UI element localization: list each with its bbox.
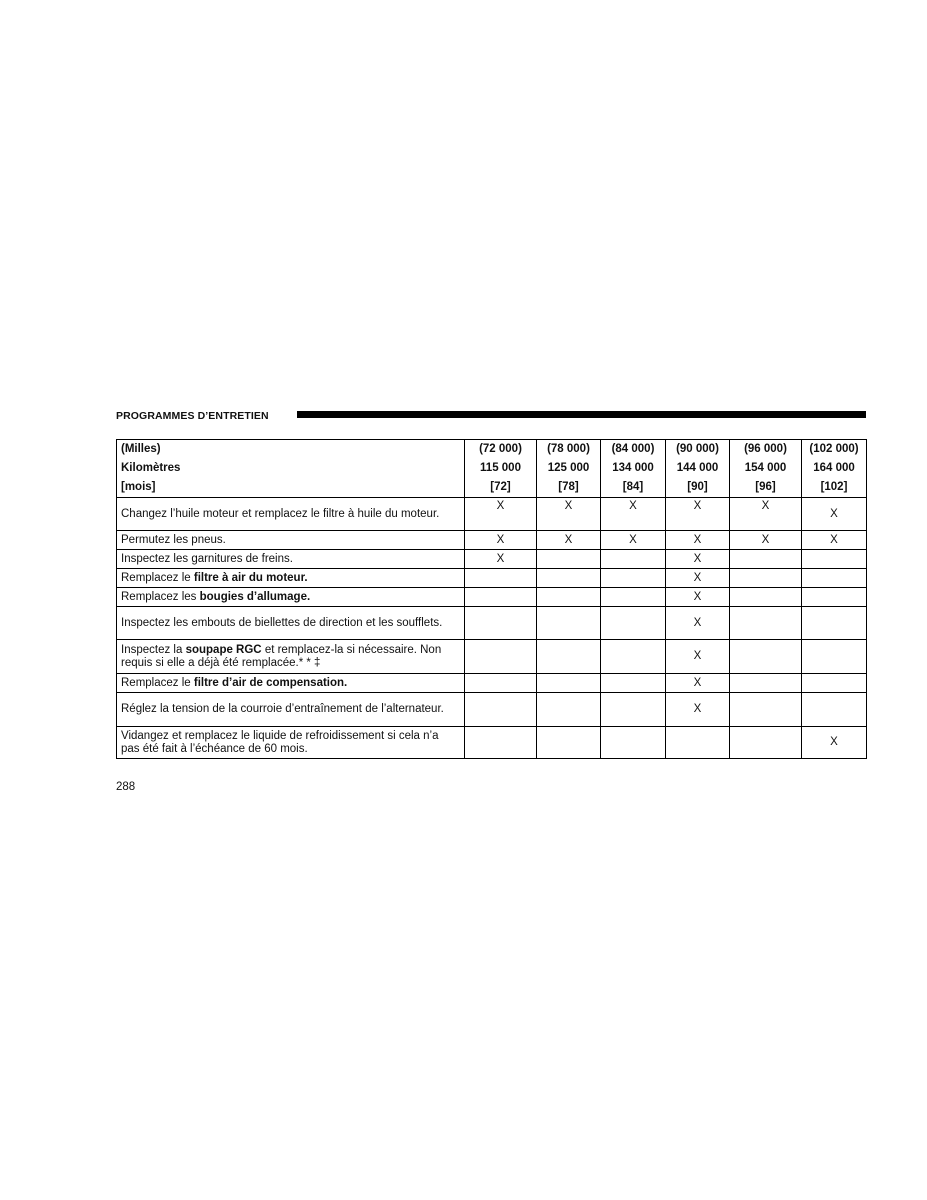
mark-cell	[802, 693, 867, 727]
task-text: Inspectez les garnitures de freins.	[121, 552, 293, 565]
mark-cell	[730, 727, 802, 759]
mark-cell	[465, 727, 537, 759]
mark-cell: X	[730, 498, 802, 531]
mark-cell	[666, 727, 730, 759]
table-row	[117, 550, 867, 569]
task-cell	[117, 550, 465, 569]
interval-miles: (84 000)	[611, 443, 655, 455]
mark-cell: X	[465, 498, 537, 531]
maintenance-schedule-table	[116, 439, 867, 759]
mark-cell	[730, 550, 802, 569]
mark-cell: X	[730, 531, 802, 550]
mark-cell: X	[666, 674, 730, 693]
mark-cell	[537, 693, 601, 727]
header-label-cell	[117, 440, 465, 498]
mark-cell	[537, 588, 601, 607]
mark-cell	[465, 674, 537, 693]
interval-km: 154 000	[744, 462, 787, 474]
mark-cell	[537, 550, 601, 569]
mark-cell	[537, 607, 601, 640]
mark-cell	[465, 693, 537, 727]
mark-cell: X	[666, 569, 730, 588]
interval-miles: (72 000)	[479, 443, 522, 455]
task-cell	[117, 588, 465, 607]
mark-cell	[802, 607, 867, 640]
task-cell	[117, 607, 465, 640]
mark-cell	[730, 569, 802, 588]
interval-miles: (102 000)	[809, 443, 859, 455]
table-row	[117, 588, 867, 607]
interval-header-cell	[537, 440, 601, 498]
mark-cell	[465, 569, 537, 588]
interval-km: 164 000	[813, 462, 855, 474]
mark-cell: X	[666, 640, 730, 674]
mark-cell: X	[601, 498, 666, 531]
task-text: Remplacez les	[121, 590, 200, 603]
task-text: et remplacez-la si nécessaire. Non requis si elle a déjà été remplacée.* * ‡	[121, 643, 442, 669]
task-cell	[117, 727, 465, 759]
task-text: Réglez la tension de la courroie d’entraînement de l’alternateur.	[121, 703, 444, 715]
task-text: Permutez les pneus.	[121, 533, 226, 546]
table-row	[117, 607, 867, 640]
mark-cell: X	[666, 693, 730, 727]
mark-cell	[730, 607, 802, 640]
interval-km: 115 000	[480, 462, 521, 474]
interval-miles: (78 000)	[547, 443, 590, 455]
header-label-km: Kilomètres	[121, 462, 181, 474]
table-row	[117, 640, 867, 674]
table-row	[117, 569, 867, 588]
task-text: Changez l’huile moteur et remplacez le filtre à huile du moteur.	[121, 507, 440, 520]
section-title: PROGRAMMES D’ENTRETIEN	[116, 410, 269, 422]
mark-cell	[730, 693, 802, 727]
interval-header-cell	[601, 440, 666, 498]
mark-cell: X	[465, 550, 537, 569]
interval-header-cell	[666, 440, 730, 498]
mark-cell: X	[537, 498, 601, 531]
mark-cell	[601, 550, 666, 569]
mark-cell	[601, 607, 666, 640]
task-highlight: filtre à air du moteur.	[193, 571, 308, 584]
mark-cell: X	[802, 498, 867, 531]
mark-cell	[730, 640, 802, 674]
interval-miles: (90 000)	[676, 443, 719, 455]
interval-months: [90]	[687, 481, 708, 493]
mark-cell	[802, 550, 867, 569]
task-text: Inspectez la	[121, 643, 186, 656]
mark-cell	[730, 588, 802, 607]
task-highlight: filtre d’air de compensation.	[193, 676, 348, 689]
mark-cell	[802, 640, 867, 674]
mark-cell: X	[666, 550, 730, 569]
task-text: Vidangez et remplacez le liquide de refroidissement si cela n’a pas été fait à l’échéance de 60 mois.	[121, 729, 439, 755]
table-row	[117, 693, 867, 727]
table-row	[117, 531, 867, 550]
task-cell	[117, 498, 465, 531]
interval-header-cell	[465, 440, 537, 498]
page-number: 288	[116, 781, 136, 793]
task-text: Remplacez le	[121, 571, 194, 584]
task-cell	[117, 569, 465, 588]
interval-km: 134 000	[612, 462, 654, 474]
mark-cell	[802, 588, 867, 607]
mark-cell	[601, 588, 666, 607]
interval-months: [102]	[820, 481, 848, 493]
table-row	[117, 674, 867, 693]
task-text: Remplacez le	[121, 676, 194, 689]
mark-cell	[465, 607, 537, 640]
mark-cell	[537, 727, 601, 759]
mark-cell	[601, 727, 666, 759]
table-row	[117, 727, 867, 759]
mark-cell	[601, 693, 666, 727]
section-rule	[297, 411, 866, 418]
mark-cell	[601, 674, 666, 693]
interval-months: [78]	[558, 481, 579, 493]
mark-cell	[802, 674, 867, 693]
task-cell	[117, 640, 465, 674]
interval-miles: (96 000)	[744, 443, 787, 455]
mark-cell	[465, 640, 537, 674]
mark-cell: X	[802, 727, 867, 759]
mark-cell: X	[666, 607, 730, 640]
mark-cell: X	[601, 531, 666, 550]
mark-cell: X	[666, 498, 730, 531]
interval-header-cell	[802, 440, 867, 498]
mark-cell: X	[666, 588, 730, 607]
mark-cell: X	[802, 531, 867, 550]
table-row	[117, 498, 867, 531]
schedule-body	[117, 440, 867, 759]
mark-cell	[465, 588, 537, 607]
task-highlight: bougies d’allumage.	[199, 590, 311, 603]
header-label-miles: (Milles)	[121, 443, 161, 455]
mark-cell	[802, 569, 867, 588]
interval-km: 125 000	[547, 462, 590, 474]
interval-km: 144 000	[676, 462, 719, 474]
task-cell	[117, 531, 465, 550]
task-cell	[117, 693, 465, 727]
task-text: Inspectez les embouts de biellettes de direction et les soufflets.	[121, 616, 443, 629]
mark-cell	[537, 640, 601, 674]
mark-cell: X	[537, 531, 601, 550]
mark-cell	[601, 640, 666, 674]
task-highlight: soupape RGC	[185, 643, 262, 656]
section-header	[116, 409, 866, 423]
mark-cell: X	[465, 531, 537, 550]
mark-cell: X	[666, 531, 730, 550]
interval-months: [96]	[755, 481, 776, 493]
mark-cell	[537, 674, 601, 693]
task-cell	[117, 674, 465, 693]
interval-months: [72]	[490, 481, 511, 493]
mark-cell	[537, 569, 601, 588]
mark-cell	[601, 569, 666, 588]
interval-months: [84]	[622, 481, 644, 493]
header-label-months: [mois]	[121, 481, 156, 493]
mark-cell	[730, 674, 802, 693]
table-header-row	[117, 440, 867, 498]
interval-header-cell	[730, 440, 802, 498]
